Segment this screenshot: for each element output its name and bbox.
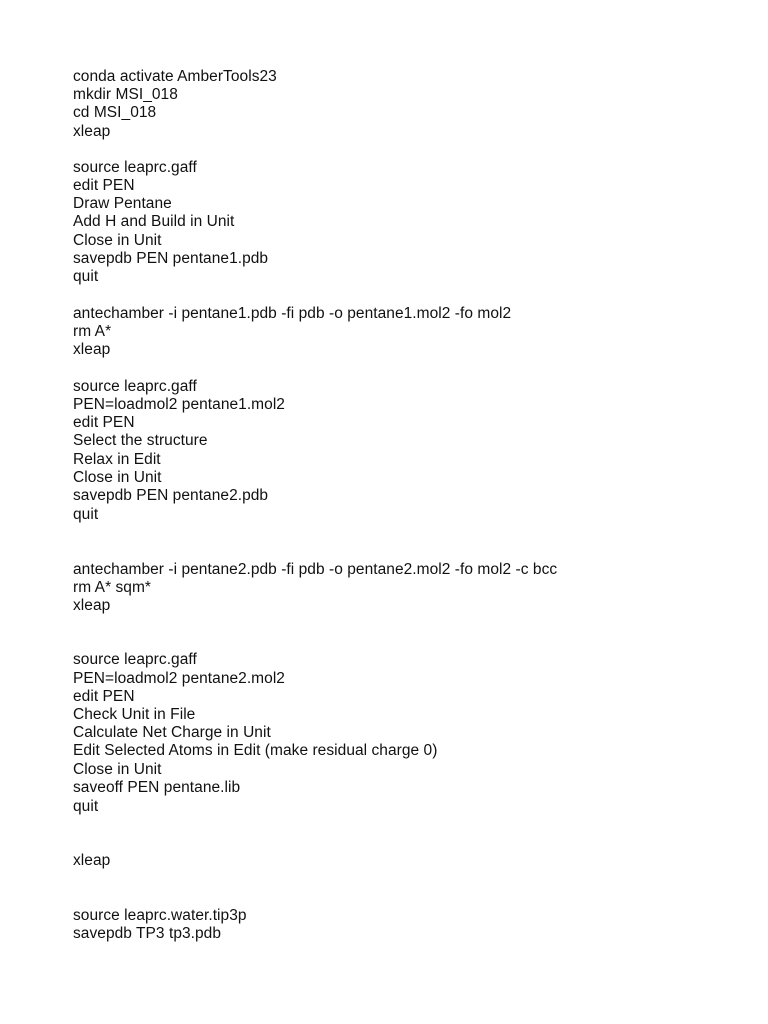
doc-line: xleap [73, 852, 111, 869]
doc-line: Relax in Edit [73, 451, 161, 468]
doc-line: Add H and Build in Unit [73, 213, 235, 230]
doc-line: savepdb TP3 tp3.pdb [73, 925, 222, 942]
doc-line: Close in Unit [73, 232, 162, 249]
doc-line: Close in Unit [73, 761, 162, 778]
doc-line: edit PEN [73, 688, 135, 705]
doc-line: antechamber -i pentane2.pdb -fi pdb -o pentane2.mol2 -fo mol2 -c bcc [73, 561, 558, 578]
doc-line: savepdb PEN pentane1.pdb [73, 250, 269, 267]
doc-line: Check Unit in File [73, 706, 196, 723]
doc-line: Edit Selected Atoms in Edit (make residual charge 0) [73, 742, 438, 759]
doc-line: quit [73, 798, 99, 815]
doc-line: PEN=loadmol2 pentane2.mol2 [73, 670, 285, 687]
doc-line: rm A* sqm* [73, 579, 152, 596]
doc-line: saveoff PEN pentane.lib [73, 779, 241, 796]
doc-line: quit [73, 506, 99, 523]
doc-line: edit PEN [73, 414, 135, 431]
doc-line: source leaprc.gaff [73, 651, 197, 668]
doc-line: cd MSI_018 [73, 104, 157, 121]
doc-line: xleap [73, 341, 111, 358]
doc-line: xleap [73, 123, 111, 140]
doc-line: source leaprc.gaff [73, 378, 197, 395]
doc-line: Close in Unit [73, 469, 162, 486]
doc-line: Draw Pentane [73, 195, 172, 212]
doc-line: source leaprc.water.tip3p [73, 907, 247, 924]
doc-line: quit [73, 268, 99, 285]
doc-line: Calculate Net Charge in Unit [73, 724, 271, 741]
doc-line: savepdb PEN pentane2.pdb [73, 487, 269, 504]
doc-line: edit PEN [73, 177, 135, 194]
doc-line: source leaprc.gaff [73, 159, 197, 176]
doc-line: Select the structure [73, 432, 208, 449]
doc-line: conda activate AmberTools23 [73, 68, 277, 85]
doc-line: rm A* [73, 323, 112, 340]
doc-line: mkdir MSI_018 [73, 86, 178, 103]
doc-line: PEN=loadmol2 pentane1.mol2 [73, 396, 285, 413]
doc-line: xleap [73, 597, 111, 614]
doc-line: antechamber -i pentane1.pdb -fi pdb -o pentane1.mol2 -fo mol2 [73, 305, 512, 322]
